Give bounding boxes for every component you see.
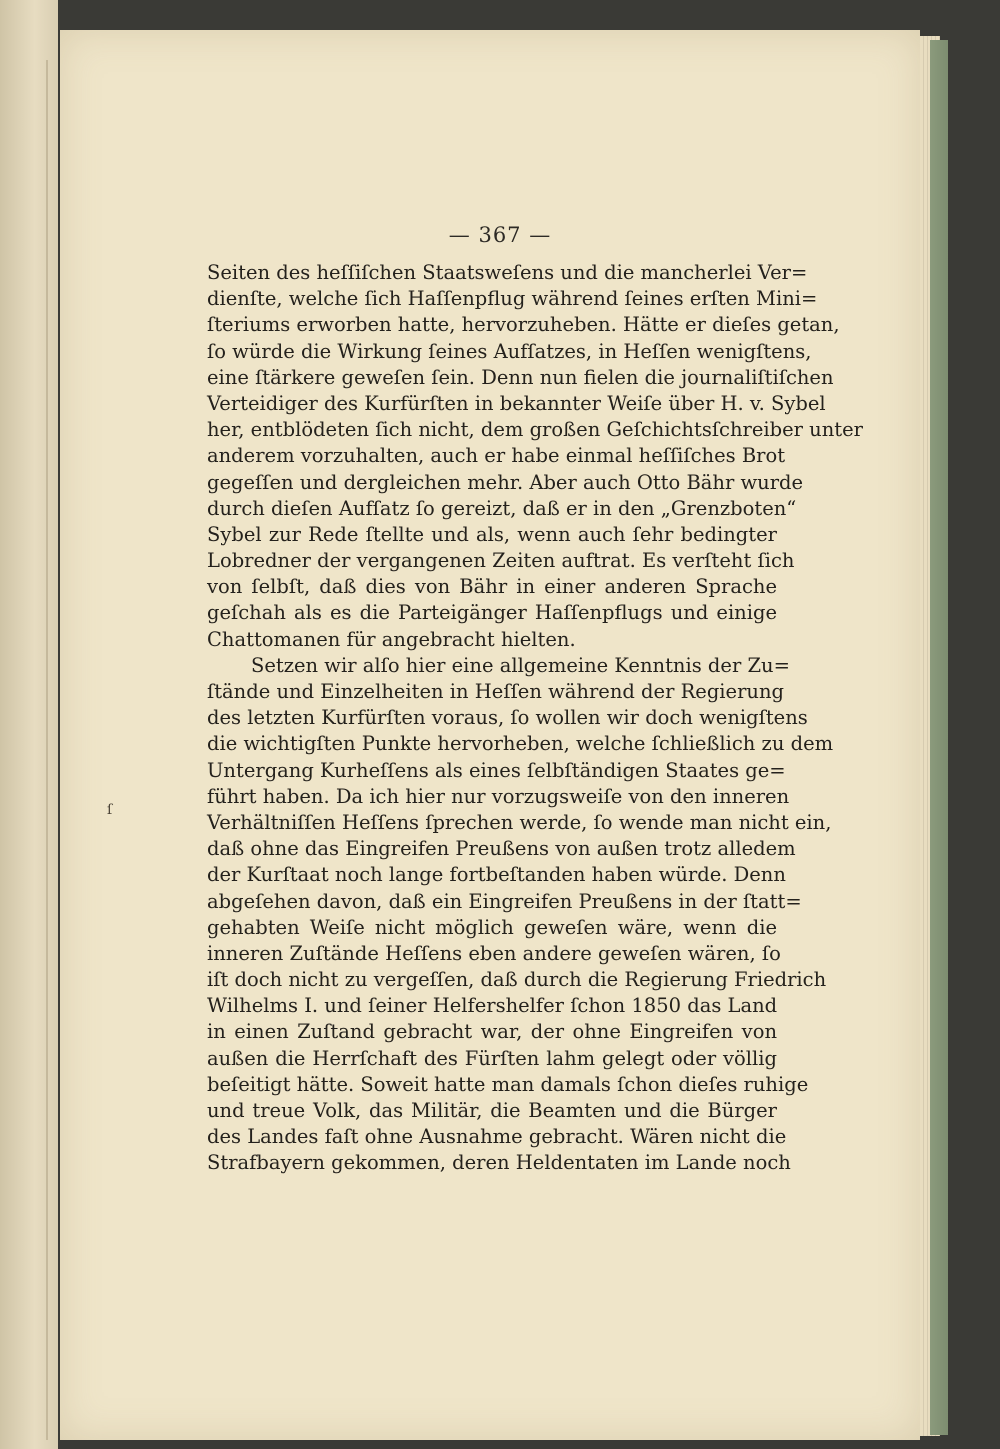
text-line: Strafbayern gekommen, deren Heldentaten im Lande noch [207, 1151, 791, 1175]
text-line: gehabten Weiſe nicht möglich geweſen wäre, wenn die [207, 915, 777, 939]
text-line: Seiten des heſſiſchen Staatsweſens und die mancherlei Ver= [207, 261, 808, 284]
book-cover-edge [930, 40, 948, 1435]
text-line: außen die Herrſchaft des Fürſten lahm gelegt oder völlig [207, 1046, 777, 1070]
margin-mark: ſ [107, 802, 113, 818]
text-line: daß ohne das Eingreifen Preußens von außen trotz alledem [207, 837, 796, 861]
text-line: Chattomanen für angebracht hielten. [207, 627, 576, 651]
page-number: — 367 — [448, 223, 552, 247]
text-line: geſchah als es die Parteigänger Haſſenpflugs und einige [207, 601, 777, 625]
text-line: her, entblödeten ſich nicht, dem großen Geſchichtsſchreiber unter [207, 418, 863, 442]
text-line: inneren Zuſtände Heſſens eben andere geweſen wären, ſo [207, 941, 781, 965]
body-text [207, 260, 863, 1177]
text-line: der Kurſtaat noch lange fortbeſtanden haben würde. Denn [207, 863, 786, 887]
text-line: iſt doch nicht zu vergeſſen, daß durch die Regierung Friedrich [207, 968, 827, 992]
text-line: ſtände und Einzelheiten in Heſſen während der Regierung [207, 680, 785, 703]
text-line: dienſte, welche ſich Haſſenpflug während ſeines erſten Mini= [207, 287, 818, 311]
text-line: Verhältniſſen Heſſens ſprechen werde, ſo wende man nicht ein, [207, 810, 832, 834]
text-line: von ſelbſt, daß dies von Bähr in einer anderen Sprache [207, 575, 777, 599]
text-line: Lobredner der vergangenen Zeiten auftrat. Es verſteht ſich [207, 549, 795, 573]
text-line: gegeſſen und dergleichen mehr. Aber auch Otto Bähr wurde [207, 470, 804, 494]
book-page [60, 30, 920, 1440]
text-line: und treue Volk, das Militär, die Beamten und die Bürger [207, 1099, 777, 1122]
text-line: Wilhelms I. und ſeiner Helfershelfer ſchon 1850 das Land [207, 994, 778, 1018]
text-line: führt haben. Da ich hier nur vorzugsweiſe von den inneren [207, 784, 790, 808]
text-line: in einen Zuſtand gebracht war, der ohne Eingreifen von [207, 1020, 777, 1044]
text-line: des Landes faſt ohne Ausnahme gebracht. Wären nicht die [207, 1125, 787, 1149]
left-page-edge [0, 0, 58, 1449]
binding-shadow [46, 60, 48, 1440]
text-line: des letzten Kurfürſten voraus, ſo wollen wir doch wenigſtens [207, 706, 808, 730]
text-line: Sybel zur Rede ſtellte und als, wenn auch ſehr bedingter [207, 522, 777, 546]
text-line: Verteidiger des Kurfürſten in bekannter Weiſe über H. v. Sybel [207, 391, 826, 415]
text-line: abgeſehen davon, daß ein Eingreifen Preußens in der ſtatt= [207, 889, 802, 913]
text-line: eine ſtärkere geweſen ſein. Denn nun fielen die journaliſtiſchen [207, 365, 834, 389]
text-line: Untergang Kurheſſens als eines ſelbſtändigen Staates ge= [207, 758, 786, 782]
text-line: durch dieſen Aufſatz ſo gereizt, daß er in den „Grenzboten“ [207, 496, 797, 520]
text-line: Setzen wir alſo hier eine allgemeine Kenntnis der Zu= [251, 653, 790, 677]
text-line: die wichtigſten Punkte hervorheben, welche ſchließlich zu dem [207, 732, 834, 756]
text-line: beſeitigt hätte. Soweit hatte man damals ſchon dieſes ruhige [207, 1072, 809, 1096]
text-line: ſteriums erworben hatte, hervorzuheben. Hätte er dieſes getan, [207, 313, 840, 337]
text-line: anderem vorzuhalten, auch er habe einmal heſſiſches Brot [207, 444, 786, 468]
text-line: ſo würde die Wirkung ſeines Aufſatzes, in Heſſen wenigſtens, [207, 339, 812, 363]
